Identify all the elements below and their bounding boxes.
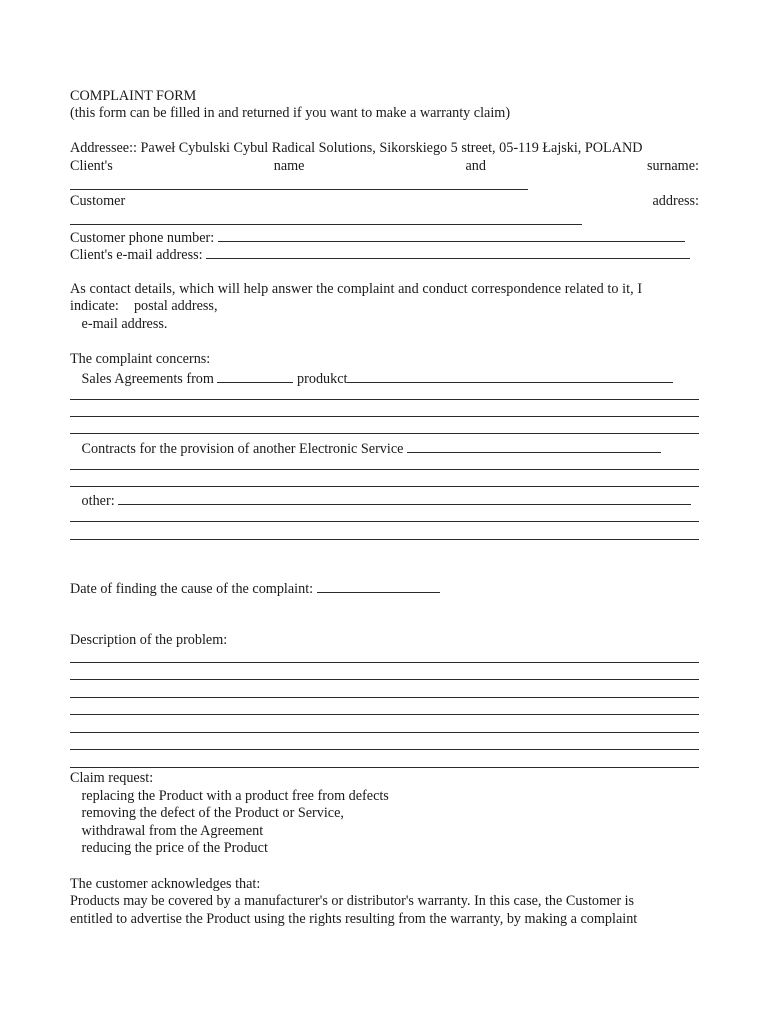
contracts-label: Contracts for the provision of another Electronic Service xyxy=(81,441,404,457)
checkbox-email[interactable] xyxy=(70,316,78,333)
ack-heading: The customer acknowledges that: xyxy=(70,876,261,892)
description-line[interactable] xyxy=(70,714,699,715)
description-line[interactable] xyxy=(70,732,699,733)
form-subtitle: (this form can be filled in and returned if you want to make a warranty claim) xyxy=(70,105,511,121)
checkbox-sales[interactable] xyxy=(70,371,78,388)
client-name-word: surname: xyxy=(646,158,699,174)
client-name-word: Client's xyxy=(70,158,113,174)
customer-address-word: Customer xyxy=(70,193,126,209)
client-name-word: name xyxy=(273,158,305,174)
sales-line[interactable] xyxy=(70,433,699,434)
option-email: e-mail address. xyxy=(81,316,168,332)
claim-option-label: removing the defect of the Product or Service, xyxy=(81,805,344,821)
other-line[interactable] xyxy=(70,521,699,522)
contracts-field[interactable] xyxy=(407,439,661,453)
produkct-field[interactable] xyxy=(347,369,673,383)
customer-address-label xyxy=(70,193,699,210)
contracts-line[interactable] xyxy=(70,469,699,470)
description-line[interactable] xyxy=(70,662,699,663)
addressee-line: Addressee:: Paweł Cybulski Cybul Radical Solutions, Sikorskiego 5 street, 05-119 Łajski, POLAND xyxy=(70,140,643,156)
claim-option xyxy=(70,823,263,840)
ack-line-1: Products may be covered by a manufacturer's or distributor's warranty. In this case, the Customer is xyxy=(70,893,635,909)
contracts-row xyxy=(70,439,661,458)
contact-row-email xyxy=(70,316,167,333)
checkbox-claim-withdraw[interactable] xyxy=(70,823,78,840)
phone-label: Customer phone number: xyxy=(70,230,215,246)
checkbox-claim-replace[interactable] xyxy=(70,788,78,805)
checkbox-contracts[interactable] xyxy=(70,441,78,458)
claim-option-label: replacing the Product with a product free from defects xyxy=(81,788,389,804)
description-line[interactable] xyxy=(70,749,699,750)
contact-indicate: indicate: xyxy=(70,298,119,314)
checkbox-claim-remove[interactable] xyxy=(70,805,78,822)
other-line[interactable] xyxy=(70,539,699,540)
date-field[interactable] xyxy=(317,579,440,593)
date-label: Date of finding the cause of the complaint: xyxy=(70,581,314,597)
customer-address-field[interactable] xyxy=(70,224,582,225)
ack-line-2: entitled to advertise the Product using the rights resulting from the warranty, by making a complaint xyxy=(70,911,638,927)
client-name-word: and xyxy=(465,158,486,174)
form-title: COMPLAINT FORM xyxy=(70,88,197,104)
description-label: Description of the problem: xyxy=(70,632,228,648)
claim-option xyxy=(70,788,389,805)
email-label: Client's e-mail address: xyxy=(70,247,203,263)
sales-line[interactable] xyxy=(70,416,699,417)
description-line[interactable] xyxy=(70,679,699,680)
contact-intro: As contact details, which will help answer the complaint and conduct correspondence related to it, I xyxy=(70,281,643,297)
description-line[interactable] xyxy=(70,767,699,768)
claim-option-label: reducing the price of the Product xyxy=(81,840,268,856)
sales-date-field[interactable] xyxy=(217,369,293,383)
sales-line[interactable] xyxy=(70,399,699,400)
email-row xyxy=(70,245,690,264)
claim-option xyxy=(70,840,268,857)
concerns-heading: The complaint concerns: xyxy=(70,351,211,367)
checkbox-other[interactable] xyxy=(70,493,78,510)
sales-row xyxy=(70,369,673,388)
checkbox-claim-reduce[interactable] xyxy=(70,840,78,857)
description-line[interactable] xyxy=(70,697,699,698)
client-name-field[interactable] xyxy=(70,189,528,190)
claim-option-label: withdrawal from the Agreement xyxy=(81,823,264,839)
other-row xyxy=(70,491,691,510)
claim-heading: Claim request: xyxy=(70,770,154,786)
sales-label: Sales Agreements from xyxy=(81,371,214,387)
email-field[interactable] xyxy=(206,245,690,259)
contracts-line[interactable] xyxy=(70,486,699,487)
option-postal: postal address, xyxy=(133,298,218,314)
other-label: other: xyxy=(81,493,115,509)
phone-field[interactable] xyxy=(218,228,685,242)
checkbox-postal[interactable] xyxy=(122,298,130,315)
customer-address-word: address: xyxy=(652,193,699,209)
produkct-label: produkct xyxy=(297,371,348,387)
claim-option xyxy=(70,805,344,822)
date-row xyxy=(70,579,440,598)
other-field[interactable] xyxy=(118,491,691,505)
client-name-label xyxy=(70,158,699,175)
contact-row-postal xyxy=(70,298,218,315)
